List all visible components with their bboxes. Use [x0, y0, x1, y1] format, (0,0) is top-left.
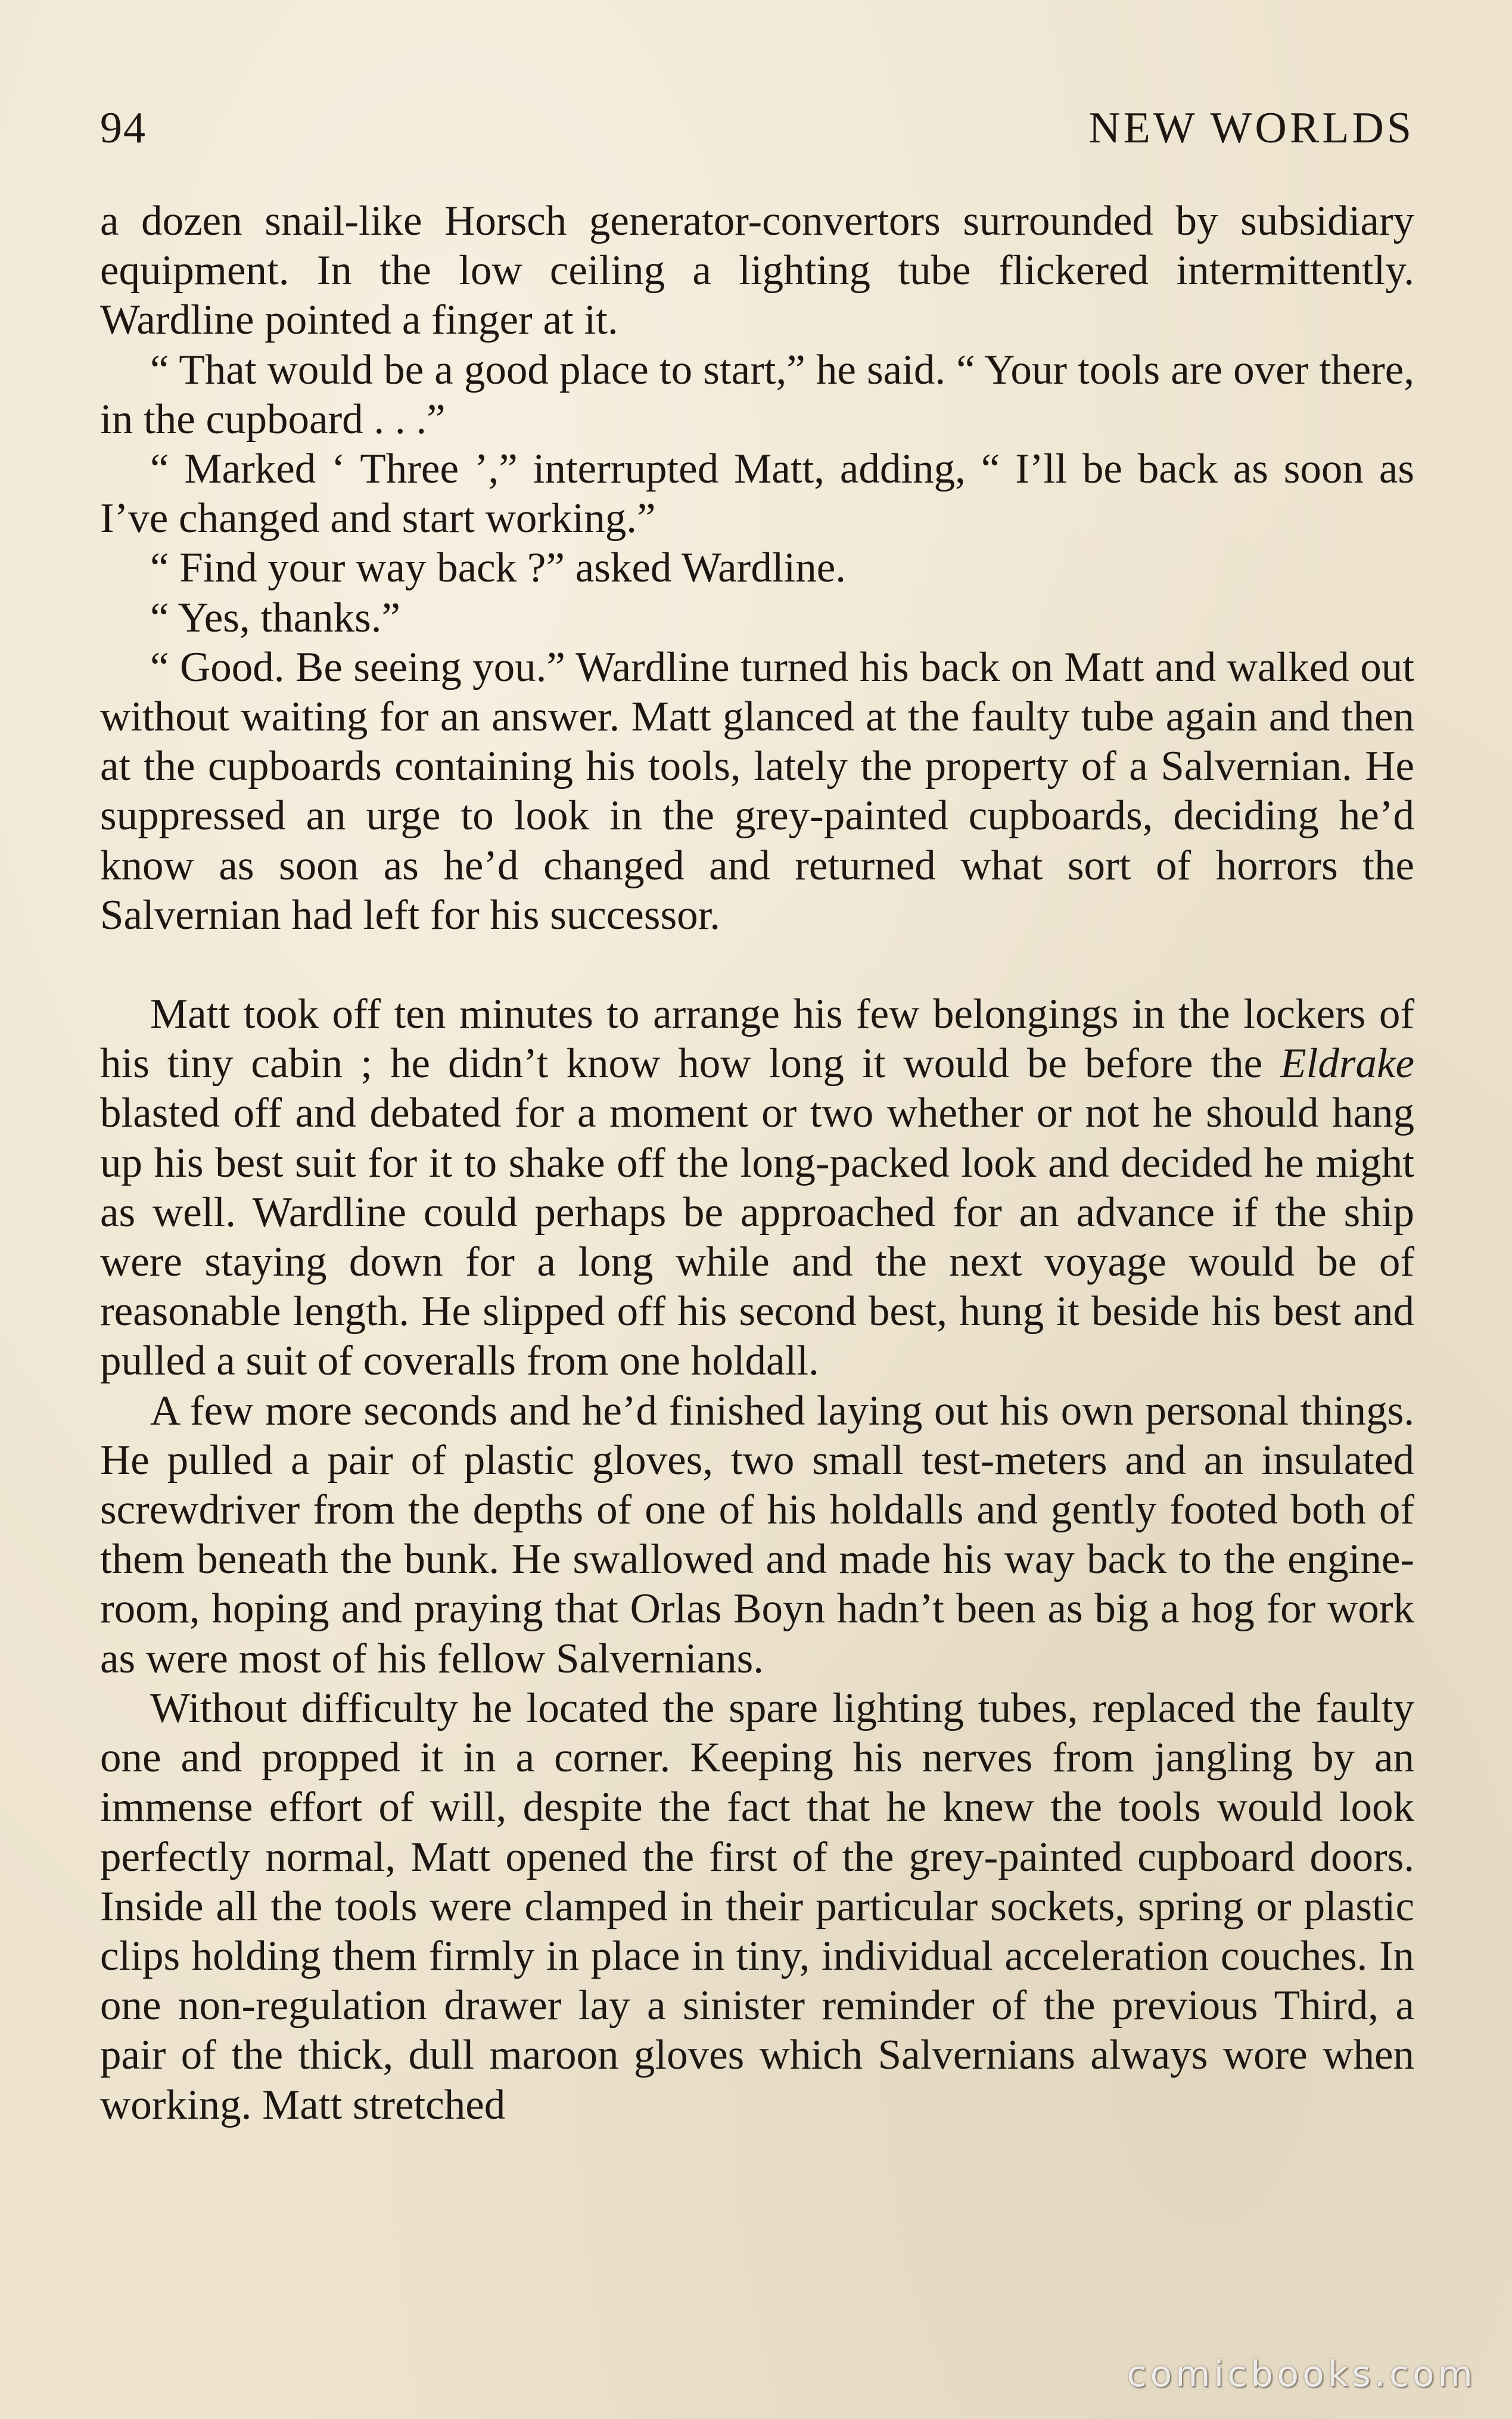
ship-name: Eldrake	[1280, 1040, 1415, 1087]
page-number: 94	[100, 104, 147, 153]
section-break	[100, 940, 1414, 990]
paragraph-7-start: Matt took off ten minutes to arrange his few belongings in the lockers of his tiny cabin ; he didn’t know how long it would be before the	[100, 991, 1414, 1087]
page-header	[100, 95, 1414, 161]
paragraph-3: “ Marked ‘ Three ’,” interrupted Matt, adding, “ I’ll be back as soon as I’ve changed and start working.”	[100, 446, 1414, 542]
running-head: NEW WORLDS	[1088, 104, 1414, 153]
watermark: comicbooks.com	[1127, 2353, 1476, 2395]
paragraph-2: “ That would be a good place to start,” he said. “ Your tools are over there, in the cupboard . . .”	[100, 346, 1414, 443]
paragraph-1: a dozen snail-like Horsch generator-convertors surrounded by subsidiary equipment. In the low ceiling a lighting tube flickered intermittently. Wardline pointed a finger at it.	[100, 198, 1414, 344]
paragraph-9: Without difficulty he located the spare lighting tubes, replaced the faulty one and propped it in a corner. Keeping his nerves from jangling by an immense effort of will, despite the fact that he knew the tools would look perfectly normal, Matt opened the first of the grey-painted cupboard doors. Inside all the tools were clamped in their particular sockets, spring or plastic clips holding them firmly in place in tiny, individual acceleration couches. In one non-regulation drawer lay a sinister reminder of the previous Third, a pair of the thick, dull maroon gloves which Salvernians always wore when working. Matt stretched	[100, 1684, 1414, 2128]
story-text	[100, 197, 1414, 2130]
paragraph-6: “ Good. Be seeing you.” Wardline turned his back on Matt and walked out without waiting for an answer. Matt glanced at the faulty tube again and then at the cupboards containing his tools, lately the property of a Salvernian. He suppressed an urge to look in the grey-painted cupboards, deciding he’d know as soon as he’d changed and returned what sort of horrors the Salvernian had left for his successor.	[100, 643, 1414, 938]
paragraph-7-rest: blasted off and debated for a moment or two whether or not he should hang up his best suit for it to shake off the long-packed look and decided he might as well. Wardline could perhaps be approached for an advance if the ship were staying down for a long while and the next voyage would be of reasonable length. He slipped off his second best, hung it beside his best and pulled a suit of coveralls from one holdall.	[100, 1090, 1414, 1385]
paragraph-8: A few more seconds and he’d finished laying out his own personal things. He pulled a pair of plastic gloves, two small test-meters and an insulated screwdriver from the depths of one of his holdalls and gently footed both of them beneath the bunk. He swallowed and made his way back to the engine-room, hoping and praying that Orlas Boyn hadn’t been as big a hog for work as were most of his fellow Salvernians.	[100, 1387, 1414, 1682]
paragraph-4: “ Find your way back ?” asked Wardline.	[150, 545, 847, 592]
paragraph-7	[100, 990, 1414, 1386]
paragraph-5: “ Yes, thanks.”	[150, 594, 401, 641]
